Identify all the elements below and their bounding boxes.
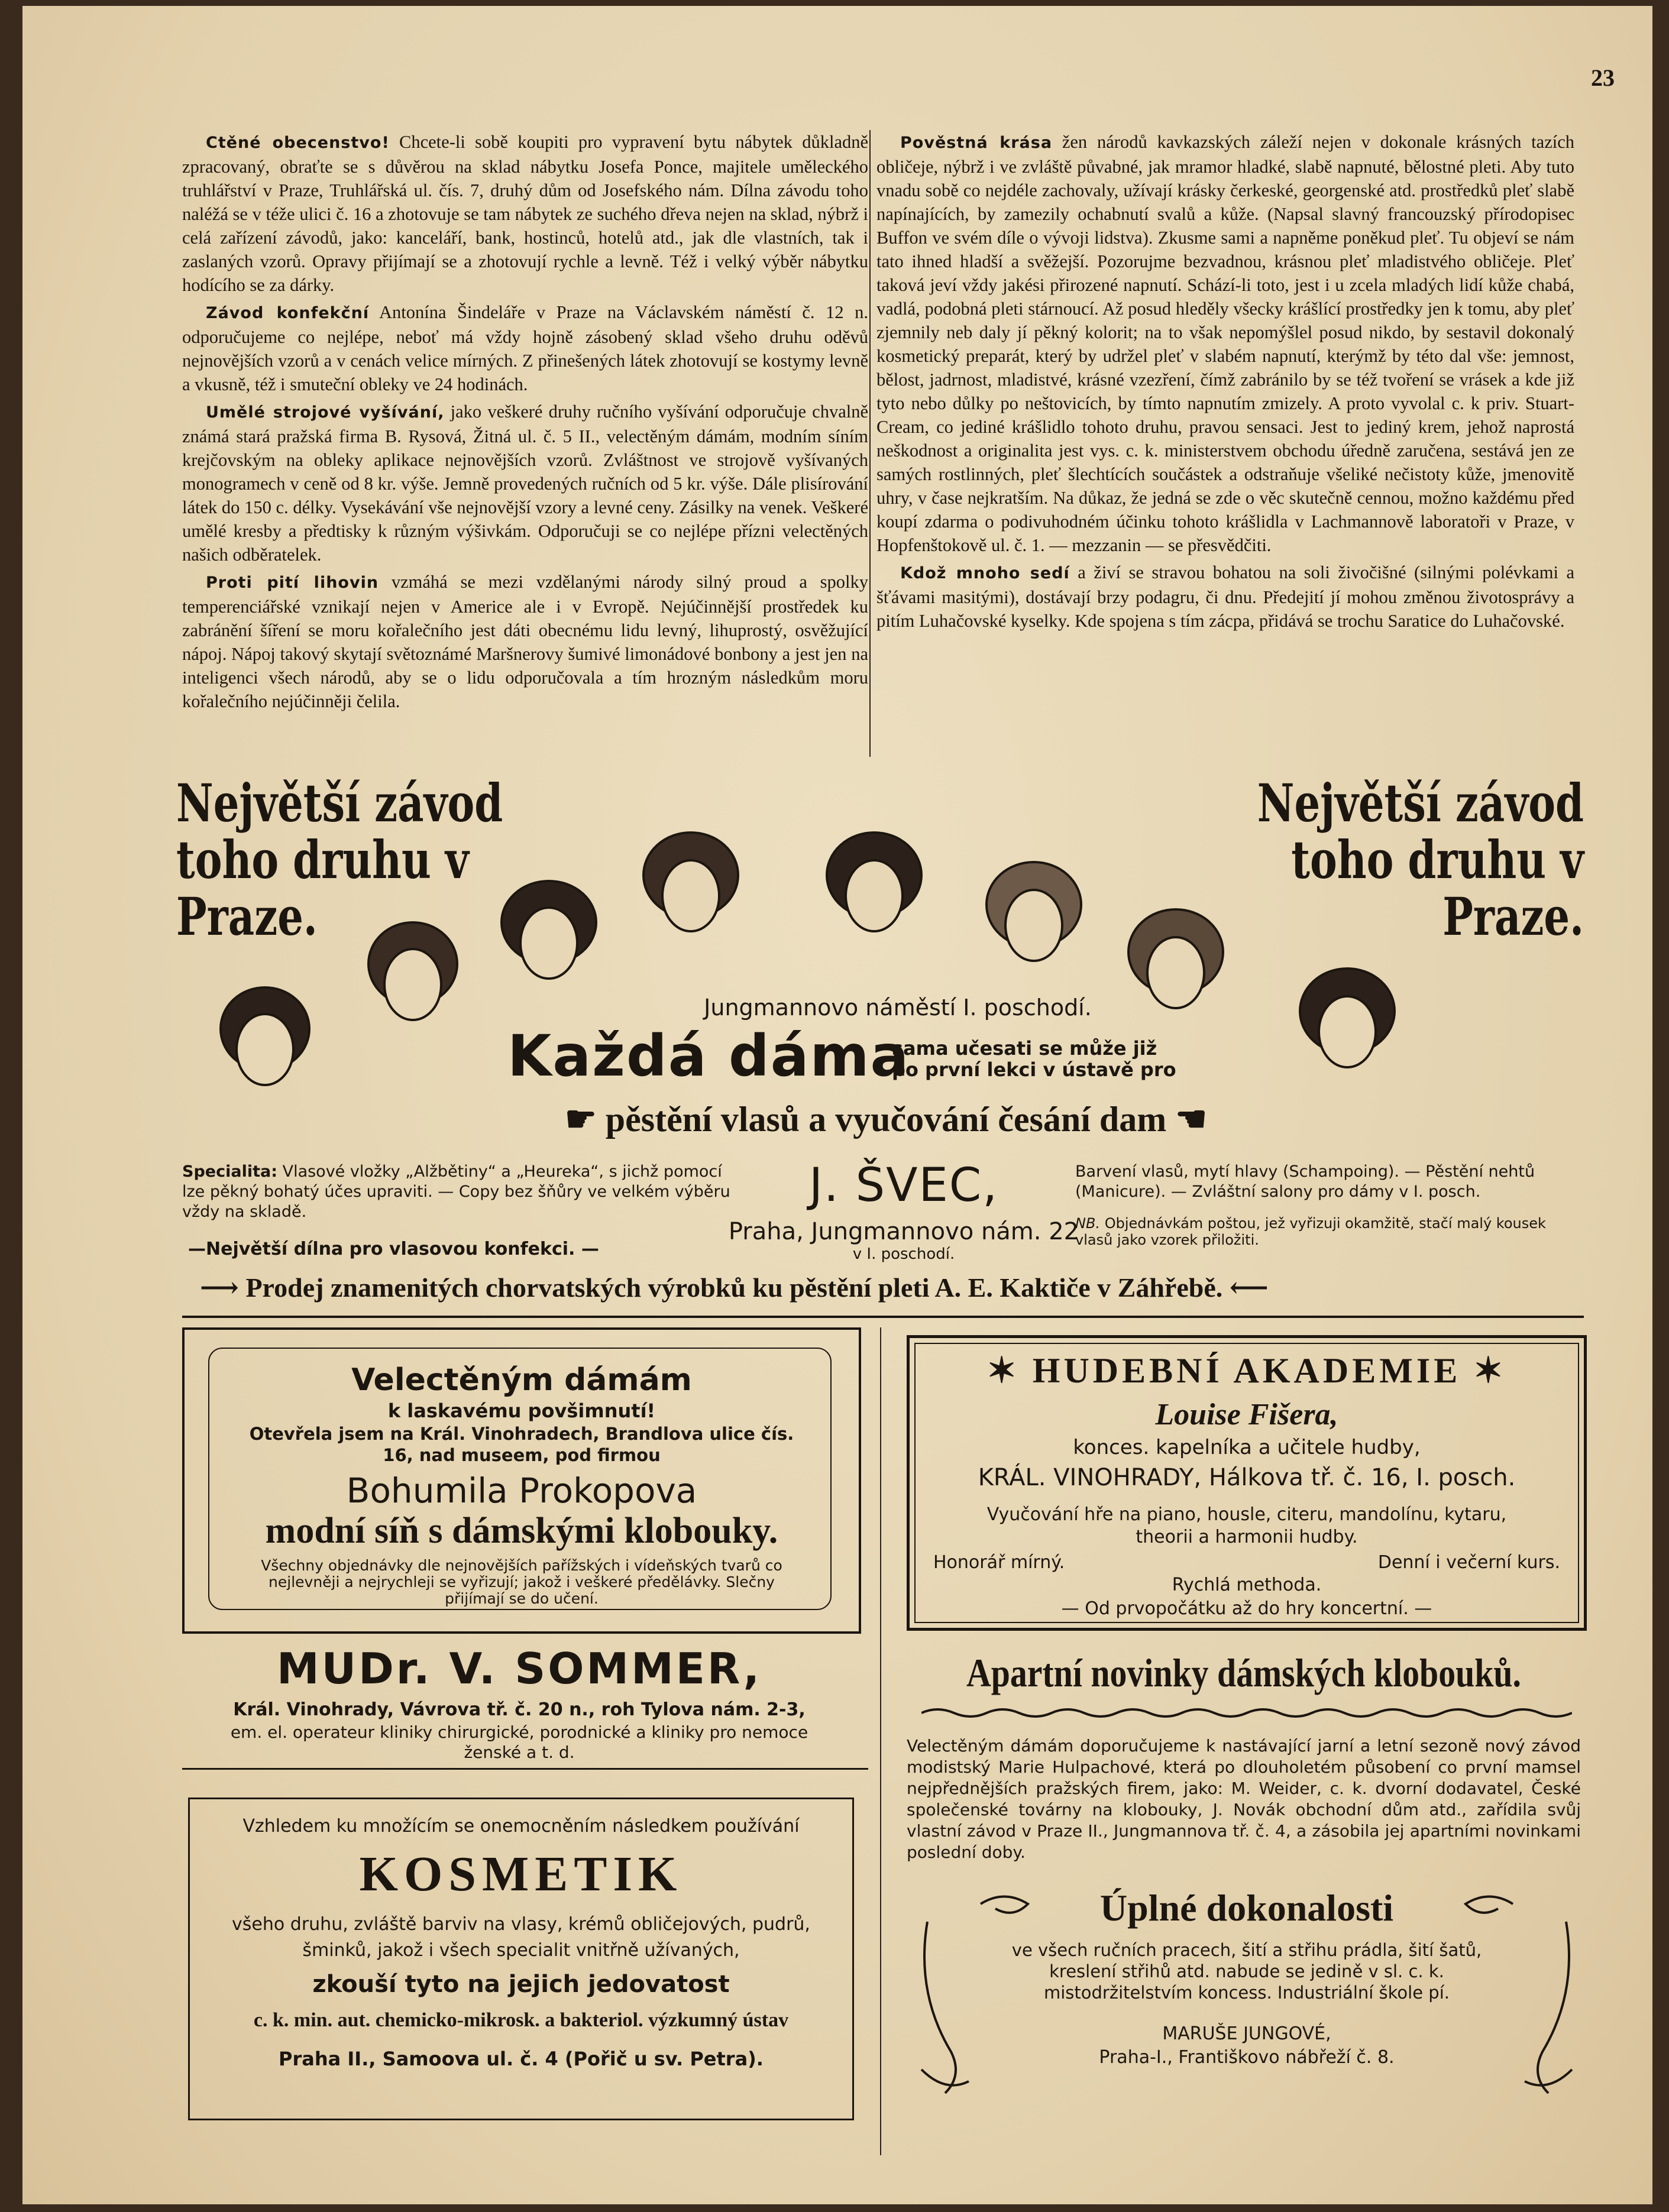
kosmetik-address: Praha II., Samoova ul. č. 4 (Pořič u sv. Petra). <box>279 2048 764 2070</box>
article-text: a živí se stravou bohatou na soli živočišné (silnými polévkami a šťávami masitými), dostávají brzy podagru, či dnu. Předejití jí mohou změnou životosprávy a pitím Luhačovské kyselky. Kde spojena s tím zácpa, přidává se trochu Saratice do Luhačovské. <box>876 562 1574 631</box>
face-illustration <box>1300 969 1395 1067</box>
face-illustration <box>502 881 596 979</box>
specialita-label: Specialita: <box>182 1162 277 1181</box>
akademie-subtitle: konces. kapelníka a učitele hudby, <box>1073 1436 1421 1459</box>
section-divider <box>182 1316 1584 1318</box>
prokopova-line3: Otevřela jsem na Král. Vinohradech, Brandlova ulice čís. 16, nad museem, pod firmou <box>249 1424 794 1465</box>
akademie-address: KRÁL. VINOHRADY, Hálkova tř. č. 16, I. posch. <box>978 1464 1516 1491</box>
akademie-courses: Denní i večerní kurs. <box>1377 1552 1560 1573</box>
article-beauty <box>876 130 1574 557</box>
jungove-title: Úplné dokonalosti <box>1099 1887 1394 1929</box>
arrow-icon: ⟵ <box>1222 1272 1269 1303</box>
prokopova-ad <box>182 1327 861 1634</box>
pointing-hand-icon: ☚ <box>1166 1100 1208 1139</box>
dilna-text: Největší dílna pro vlasovou konfekci. <box>206 1239 575 1259</box>
article-text: Antonína Šindeláře v Praze na Václavském náměstí č. 12 n. odporučujeme co nejlépe, neboť má vždy hojně zásobený sklad všeho druhu oděvů nejnovějších vzorů a v cenách velice mírných. Z přinešených látek zhotovují se kostymy levně a vkusně, též i smuteční obleky ve 24 hodinách. <box>182 302 868 394</box>
slogan-text: Největší závod toho druhu v Praze. <box>1257 772 1584 947</box>
sommer-text: em. el. operateur kliniky chirurgické, porodnické a kliniky pro nemoce ženské a t. d. <box>230 1722 808 1762</box>
article-clothing <box>182 300 868 396</box>
svec-subline <box>389 1099 1383 1140</box>
svec-subline-text: pěstění vlasů a vyučování česání dam <box>605 1100 1167 1139</box>
article-text: žen národů kavkazských záleží nejen v dokonale krásných tazích obličeje, nýbrž i ve zvláště půvabné, jak mramor hladké, slabě napnuté, bělostné pleti. Aby tuto vnadu sobě co nejdéle zachovaly, užívají krásky čerkeské, georgenské atd. prostředků pleť slabě napínajících, by zamezily ochabnutí svalů a kůže. (Napsal slavný francouzský přírodopisec Buffon ve svém díle o vývoji lidstva). Zkusme sami a napněme poněkud pleť. Tu objeví se nám tato ihned hladší a svěžejší. Pozorujme bezvadnou, krásnou pleť mladistvého obličeje. Pleť taková jeví vždy jakési přirozené napnutí. Schází-li toto, jest i u zcela mladých lidí kůže chabá, vadlá, podobná pleti stárnoucí. Až posud hleděly všecky krášlící prostředky jen k tomu, aby pleť zjemnily neb daly jí pěkný kolorit; na to však nepomýšlel posud nikdo, by sestavil dokonalý kosmetický preparát, který by udržel pleť v slabém napnutí, kterýmž by této dal vše: jemnost, bělost, jadrnost, mladistvé, krásné vzezření, čímž zabránilo by se též tvoření se vrásek a kde již tyto nebo důlky po neštovicích, by tímto napnutím zmizely. A proto vyvolal c. k priv. Stuart-Cream, co jediné krášlidlo tohoto druhu, pravou sensaci. Jest to jediný krem, jehož naprostá neškodnost a originalita jest vys. c. k. ministerstvem obchodu úředně zaručena, sestává jen ze samých rostlinných, pleť šlechtících součástek a odstraňuje všeliké nečistoty kůže, jmenovitě uhry, v čase nejkratším. Na důkaz, že jedná se zde o věc skutečně cennou, možno každému před koupí zdarma o podivuhodném účinku tohoto krášlidla v Lachmannově laboratoři v Praze, v Hopfenštokově ul. č. 1. — mezzanin — se přesvědčiti. <box>876 132 1574 555</box>
prokopova-line1: Velectěným dámám <box>351 1362 692 1398</box>
svec-headline: Každá dáma <box>507 1023 910 1089</box>
column-divider <box>869 130 871 757</box>
article-sitting <box>876 561 1574 633</box>
svec-side-text <box>892 1038 1259 1080</box>
klobouky-text: Velectěným dámám doporučujeme k nastávající jarní a letní sezoně nový závod modistský Marie Hulpachové, která po dlouholetém působení co první mamsel nejpřednějších pražských firem, jako: M. Weider, c. k. dvorní dodavatel, České společenské továrny na klobouky, J. Novák obchodní dům atd., zařídila svůj vlastní závod v Praze II., Jungmannova tř. č. 4, a zásobila jej apartními novinkami poslední doby. <box>907 1736 1581 1862</box>
article-heading: Umělé strojové vyšívání, <box>206 403 445 422</box>
akademie-text: Vyučování hře na piano, housle, citeru, mandolínu, kytaru, theorii a harmonii hudby. <box>986 1504 1507 1547</box>
article-text: jako veškeré druhy ručního vyšívání odporučuje chvalně známá stará pražská firma B. Rysová, Žitná ul. č. 5 II., velectěným dámám, modním síním krejčovským na obleky aplikace nejnovějších vzorů. Zvláštnost ve strojově vyšívaných monogramech v ceně od 8 kr. výše. Jemně provedených ručních od 5 kr. výše. Dále plisírování látek do 150 c. délky. Vysekávání vše nejnovější vzory a levné ceny. Zásilky na venek. Veškeré umělé kresby a předtisky k různým výšivkám. Odporučuji se co nejlépe přízni velectěných našich odběratelek. <box>182 401 869 565</box>
svec-dilna: —Největší dílna pro vlasovou konfekci. — <box>188 1239 599 1259</box>
face-illustration <box>1128 909 1223 1008</box>
face-illustration <box>827 833 921 931</box>
prokopova-line2: k laskavému povšimnutí! <box>387 1400 656 1422</box>
article-alcohol <box>182 570 868 713</box>
article-heading: Pověstná krása <box>900 134 1053 152</box>
article-text: vzmáhá se mezi vzdělanými národy silný proud a spolky temperenciářské vznikají nejen v Americe ale i v Evropě. Nejúčinnější prostředek ku zabránění šíření se moru kořalečního jest dáti obecnému lidu levný, lihuprostý, osvěžující nápoj. Nápoj takový skytají světoznámé Maršnerovy šumivé limonádové bonbony a jest jen na inteligenci všech národů, aby se o lidu odporučovala a tím hrozným následkům moru kořalečního nejúčinněji čelila. <box>182 572 868 711</box>
specialita-text: Vlasové vložky „Alžbětiny“ a „Heureka“, s jichž pomocí lze pěkný bohatý účes upraviti. — Copy bez šňůry ve velkém výběru vždy na skladě. <box>182 1162 730 1221</box>
kaktic-line <box>200 1271 1442 1303</box>
column-divider <box>880 1327 881 2155</box>
svec-address-line: Jungmannovo náměstí I. poschodí. <box>704 995 1092 1021</box>
slogan-text: Největší závod toho druhu v Praze. <box>176 772 503 947</box>
right-column <box>876 130 1574 636</box>
wavy-divider <box>921 1706 1572 1720</box>
sommer-ad <box>182 1644 856 1763</box>
jungove-text: ve všech ručních pracech, šití a střihu prádla, šití šatů, kreslení střihů atd. nabude se jedině v sl. c. k. mistodržitelstvím koncess. Industriální škole pí. <box>1011 1940 1482 2003</box>
article-heading: Proti pití lihovin <box>206 574 379 592</box>
svec-nb <box>1075 1215 1584 1248</box>
article-heading: Ctěné obecenstvo! <box>206 134 390 152</box>
akademie-closing: — Od prvopočátku až do hry koncertní. — <box>1061 1598 1432 1619</box>
jungove-name: MARUŠE JUNGOVÉ, <box>1162 2023 1331 2044</box>
akademie-method: Rychlá methoda. <box>1172 1575 1322 1595</box>
akademie-name: Louise Fišera, <box>1155 1398 1338 1432</box>
akademie-fee: Honorář mírný. <box>933 1552 1065 1573</box>
svec-services: Barvení vlasů, mytí hlavy (Schampoing). — Pěstění nehtů (Manicure). — Zvláštní salony pro dámy v I. posch. <box>1075 1162 1535 1201</box>
kosmetik-line1: Vzhledem ku množícím se onemocněním následkem používání <box>242 1816 800 1837</box>
sommer-address: Král. Vinohrady, Vávrova tř. č. 20 n., roh Tylova nám. 2-3, <box>233 1699 806 1720</box>
prokopova-business: modní síň s dámskými klobouky. <box>265 1511 778 1551</box>
kaktic-text: Prodej znamenitých chorvatských výrobků ku pěstění pleti A. E. Kaktiče v Záhřebě. <box>245 1272 1223 1303</box>
kosmetik-emph: zkouší tyto na jejich jedovatost <box>312 1971 730 1998</box>
article-heading: Kdož mnoho sedí <box>900 564 1070 582</box>
article-embroidery <box>182 400 868 566</box>
akademie-ad <box>907 1335 1587 1631</box>
kosmetik-institute: c. k. min. aut. chemicko-mikrosk. a bakteriol. výzkumný ústav <box>253 2009 789 2031</box>
kosmetik-ad <box>188 1798 854 2120</box>
face-illustration <box>986 862 1081 961</box>
akademie-title: ✶ HUDEBNÍ AKADEMIE ✶ <box>986 1351 1507 1390</box>
svec-side-line: sama učesati se může již <box>892 1037 1157 1060</box>
klobouky-title: Apartní novinky dámských klobouků. <box>966 1650 1522 1695</box>
svec-firm-floor: v I. poschodí. <box>852 1245 955 1263</box>
sommer-name: MUDr. V. SOMMER, <box>276 1644 762 1693</box>
svec-firm-address: Praha, Jungmannovo nám. 22 <box>728 1218 1079 1245</box>
kosmetik-title: KOSMETIK <box>359 1847 683 1902</box>
nb-text: Objednávkám poštou, jež vyřizuji okamžitě, stačí malý kousek vlasů jako vzorek přiložiti. <box>1075 1215 1546 1248</box>
face-illustration <box>221 987 309 1085</box>
prokopova-name: Bohumila Prokopova <box>346 1471 697 1511</box>
pointing-hand-icon: ☛ <box>564 1100 606 1139</box>
svec-specialita <box>182 1162 732 1222</box>
article-text: Chcete-li sobě koupiti pro vypravení bytu nábytek důkladně zpracovaný, obraťte se s důvěrou na sklad nábytku Josefa Ponce, majitele uměleckého truhlářství v Praze, Truhlářská ul. čís. 7, druhý dům od Josefského nám. Dílna závodu toho naléžá se v téže ulici č. 16 a zhotovuje se tam nábytek ze suchého dřeva nejen na sklad, nýbrž i celá zařízení závodů, jako: kanceláří, bank, hostinců, hotelů atd., jak dle vlastních, tak i zaslaných vzorů. Opravy přijímají se a zhotovují rychle a levně. Též i velký výběr nábytku hodícího se za dárky. <box>182 132 869 295</box>
kosmetik-text: všeho druhu, zvláště barviv na vlasy, krémů obličejových, pudrů, šminků, jakož i všech specialit vnitřně užívaných, <box>232 1914 810 1961</box>
svec-side-line: po první lekci v ústavě pro <box>892 1058 1176 1081</box>
arrow-icon: ⟶ <box>200 1272 246 1303</box>
face-illustration <box>368 922 457 1020</box>
page-number: 23 <box>1591 64 1615 91</box>
prokopova-text: Všechny objednávky dle nejnovějších pařížských i vídeňských tvarů co nejlevněji a nejrychleji se vyřizují; jakož i veškeré předělávky. Slečny přijímají se do učení. <box>261 1557 782 1607</box>
face-illustration <box>643 833 738 931</box>
nb-label: NB. <box>1075 1215 1101 1232</box>
jungove-address: Praha-I., Františkovo nábřeží č. 8. <box>1099 2047 1395 2068</box>
svec-firm: J. ŠVEC, <box>808 1159 998 1212</box>
newspaper-page <box>22 6 1652 2204</box>
article-heading: Závod konfekční <box>206 304 370 322</box>
left-column <box>182 130 868 717</box>
article-furniture <box>182 130 868 297</box>
section-divider <box>182 1768 868 1770</box>
